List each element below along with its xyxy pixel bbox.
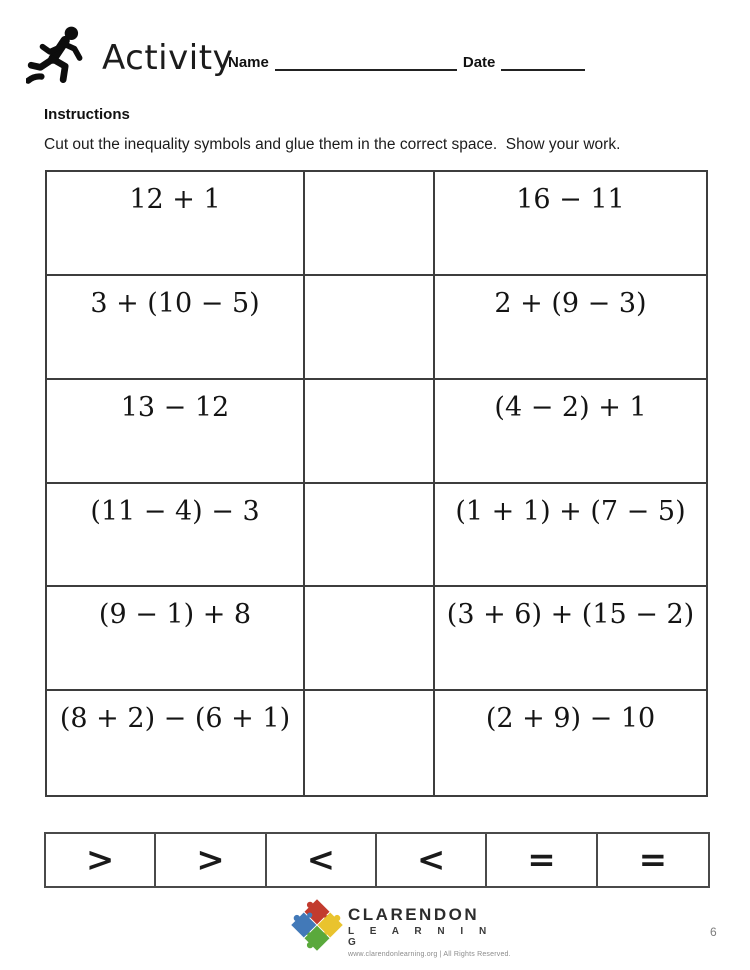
instructions-heading: Instructions <box>44 106 130 123</box>
instructions-text: Cut out the inequality symbols and glue them in the correct space. Show your work. <box>44 136 621 153</box>
expression-left-3: 13 − 12 <box>47 380 305 484</box>
expression-left-5: (9 − 1) + 8 <box>47 587 305 691</box>
symbol-less-than-2: < <box>377 834 487 886</box>
glue-space-1 <box>305 172 435 276</box>
expression-left-6: (8 + 2) − (6 + 1) <box>47 691 305 795</box>
symbol-greater-than-1: > <box>46 834 156 886</box>
name-label: Name <box>228 54 269 71</box>
expression-right-5: (3 + 6) + (15 − 2) <box>435 587 706 691</box>
logo-subtitle: L E A R N I N G <box>348 926 493 948</box>
running-person-icon <box>26 24 92 90</box>
expression-left-1: 12 + 1 <box>47 172 305 276</box>
glue-space-3 <box>305 380 435 484</box>
glue-space-4 <box>305 484 435 588</box>
expression-left-2: 3 + (10 − 5) <box>47 276 305 380</box>
symbol-equals-1: = <box>487 834 597 886</box>
glue-space-2 <box>305 276 435 380</box>
symbol-less-than-1: < <box>267 834 377 886</box>
page-title: Activity <box>102 38 234 78</box>
date-blank-field <box>501 54 585 71</box>
clarendon-puzzle-logo-icon <box>289 896 345 954</box>
date-label: Date <box>462 54 496 71</box>
logo-tagline: www.clarendonlearning.org | All Rights Reserved. <box>348 951 511 958</box>
name-blank-field <box>275 54 457 71</box>
expression-right-6: (2 + 9) − 10 <box>485 703 656 735</box>
page-number: 6 <box>710 925 717 939</box>
expression-right-4: (1 + 1) + (7 − 5) <box>435 484 706 588</box>
symbol-equals-2: = <box>638 840 668 880</box>
name-date-row <box>228 54 591 71</box>
expression-right-2: 2 + (9 − 3) <box>435 276 706 380</box>
clarendon-logo-text <box>348 905 511 958</box>
expression-right-1: 16 − 11 <box>435 172 706 276</box>
expression-left-4: (11 − 4) − 3 <box>47 484 305 588</box>
glue-space-5 <box>305 587 435 691</box>
cutout-symbol-strip <box>44 832 710 888</box>
expression-right-3: (4 − 2) + 1 <box>435 380 706 484</box>
glue-space-6 <box>305 691 435 795</box>
logo-title: CLARENDON <box>348 905 480 924</box>
expression-table <box>45 170 708 797</box>
symbol-greater-than-2: > <box>156 834 266 886</box>
